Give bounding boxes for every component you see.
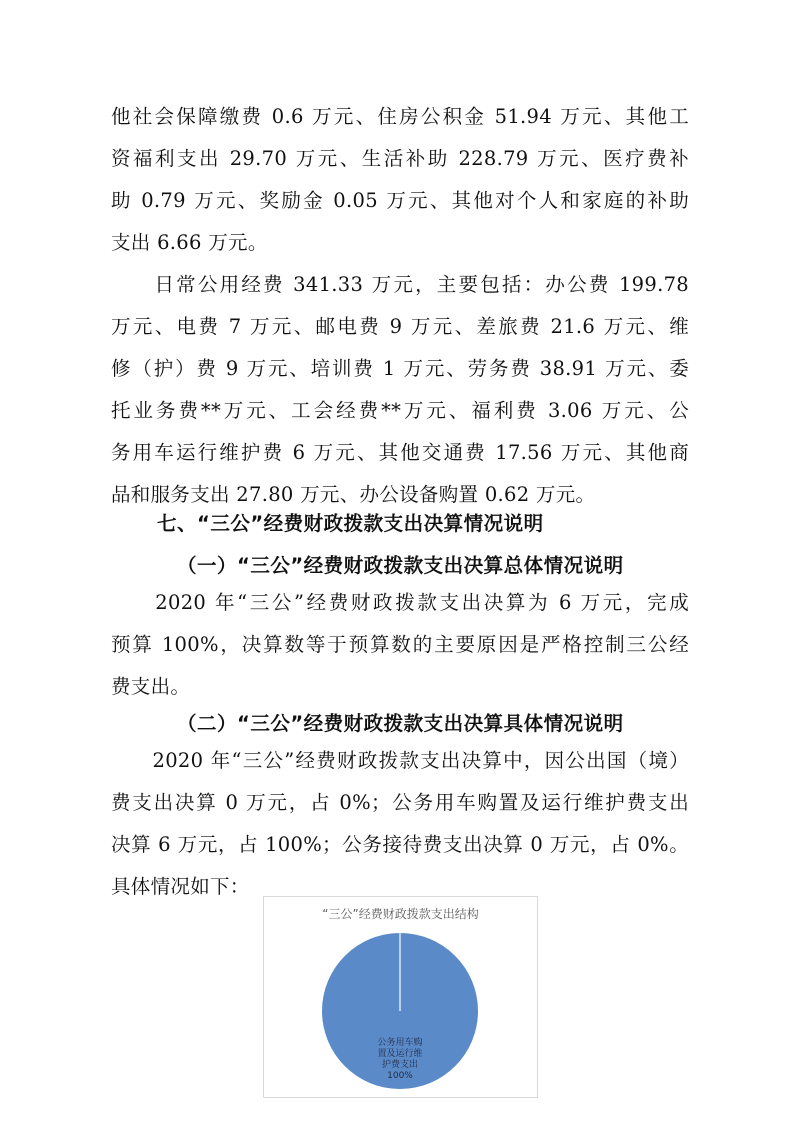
text-line: 万元、电费 7 万元、邮电费 9 万元、差旅费 21.6 万元、维 [111, 315, 689, 338]
paragraph-detail [111, 740, 689, 908]
pie-chart [263, 896, 538, 1098]
text-line: 2020 年“三公”经费财政拨款支出决算中，因公出国（境） [111, 749, 689, 772]
text-line: 修（护）费 9 万元、培训费 1 万元、劳务费 38.91 万元、委 [111, 357, 689, 380]
text-line: 日常公用经费 341.33 万元，主要包括：办公费 199.78 [111, 273, 689, 296]
text-line: 决算 6 万元，占 100%；公务接待费支出决算 0 万元，占 0%。 [111, 833, 689, 856]
subsection-heading-overall: （一）“三公”经费财政拨款支出决算总体情况说明 [177, 554, 624, 577]
pie-data-label: 100% [387, 1071, 413, 1081]
text-line: 预算 100%，决算数等于预算数的主要原因是严格控制三公经 [111, 633, 689, 656]
subsection-heading-detail: （二）“三公”经费财政拨款支出决算具体情况说明 [177, 712, 624, 735]
paragraph-overall [111, 582, 689, 708]
text-line: 费支出决算 0 万元，占 0%；公务用车购置及运行维护费支出 [111, 791, 689, 814]
text-line: 费支出。 [111, 675, 191, 698]
chart-title: “三公”经费财政拨款支出结构 [322, 907, 479, 921]
section-heading: 七、“三公”经费财政拨款支出决算情况说明 [157, 512, 544, 535]
text-line: 2020 年“三公”经费财政拨款支出决算为 6 万元，完成 [111, 591, 689, 614]
text-line: 他社会保障缴费 0.6 万元、住房公积金 51.94 万元、其他工 [111, 105, 689, 128]
text-line: 具体情况如下： [111, 875, 250, 898]
text-line: 品和服务支出 27.80 万元、办公设备购置 0.62 万元。 [111, 483, 596, 506]
pie-chart-canvas [264, 897, 537, 1097]
text-line: 支出 6.66 万元。 [111, 231, 268, 254]
pie-data-label: 公务用车购 [377, 1038, 423, 1048]
text-line: 务用车运行维护费 6 万元、其他交通费 17.56 万元、其他商 [111, 441, 689, 464]
pie-data-label: 护费支出 [381, 1060, 419, 1070]
text-line: 托业务费**万元、工会经费**万元、福利费 3.06 万元、公 [111, 399, 689, 422]
paragraph-public-expenses [111, 264, 689, 516]
text-line: 资福利支出 29.70 万元、生活补助 228.79 万元、医疗费补 [111, 147, 689, 170]
text-line: 助 0.79 万元、奖励金 0.05 万元、其他对个人和家庭的补助 [111, 189, 689, 212]
pie-data-label: 置及运行维 [377, 1049, 423, 1059]
paragraph-personnel-expenses [111, 96, 689, 264]
